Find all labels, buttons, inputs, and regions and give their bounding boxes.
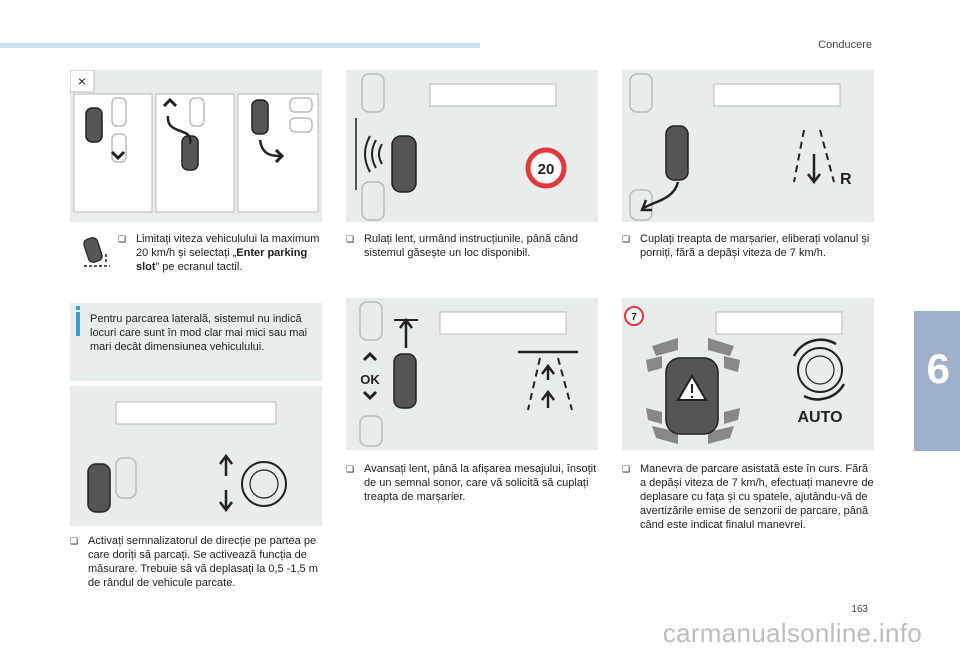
drive-slowly-text: Rulați lent, urmând instrucțiunile, până când sistemul găsește un loc disponibil.: [364, 233, 579, 259]
header-accent-bar: [0, 43, 480, 48]
indicator-block: [70, 534, 322, 590]
indicator-illustration: [70, 386, 322, 526]
reverse-block: [622, 232, 874, 260]
info-note-box: [70, 303, 322, 381]
steering-wheel: [798, 348, 842, 392]
auto-maneuver-illustration: [622, 298, 874, 450]
reverse-illustration: [622, 70, 874, 222]
section-title: Conducere: [818, 39, 872, 51]
indicator-text: Activați semnalizatorul de direcție pe partea pe care doriți să parcați. Se activează funcția de măsurare. Trebuie să vă deplasați la 0,5 -1,5 m de rândul de vehicule parcate.: [88, 535, 318, 589]
info-note-text: Pentru parcarea laterală, sistemul nu indică locuri care sunt în mod clar mai mici sau mai mari decât dimensiunea vehiculului.: [90, 313, 308, 353]
speed-limit-value: 20: [537, 161, 555, 178]
panel-indicator: [70, 386, 322, 526]
speed-search-illustration: [346, 70, 598, 222]
panel-speed-search: [346, 70, 598, 222]
parking-modes-illustration: [70, 70, 322, 222]
panel-reverse: [622, 70, 874, 222]
reverse-text: Cuplați treapta de marșarier, eliberați volanul și porniți, fără a depăși viteza de 7 km/h.: [640, 233, 870, 259]
steering-wheel: [242, 462, 286, 506]
auto-label: AUTO: [797, 409, 843, 426]
bullet-icon: ❑: [70, 536, 79, 546]
reverse-letter: R: [840, 171, 852, 188]
panel-advance: [346, 298, 598, 450]
limit-speed-text: Limitați viteza vehiculului la maximum 20 km/h și selectați „Enter parking slot” pe ecranul tactil.: [136, 233, 320, 273]
step-number: 7: [631, 312, 637, 323]
maneuver-block: [622, 462, 874, 532]
ok-label: OK: [360, 372, 380, 387]
bullet-icon: ❑: [346, 464, 355, 474]
slow-car-icon: [82, 232, 112, 270]
bullet-icon: ❑: [346, 234, 355, 244]
chapter-number: 6: [926, 345, 950, 392]
close-symbol: ×: [77, 73, 87, 89]
advance-text: Avansați lent, până la afișarea mesajului, însoțit de un semnal sonor, care vă solicită să cuplați treapta de marșarier.: [364, 463, 597, 503]
info-icon: [76, 306, 80, 310]
watermark: carmanualsonline.info: [662, 618, 922, 648]
drive-slowly-block: [346, 232, 598, 260]
panel-auto-maneuver: [622, 298, 874, 450]
page-number: 163: [851, 604, 868, 615]
panel-parking-modes: [70, 70, 322, 222]
bullet-icon: ❑: [622, 234, 631, 244]
bullet-icon: ❑: [622, 464, 631, 474]
bullet-icon: ❑: [118, 234, 127, 244]
advance-illustration: [346, 298, 598, 450]
maneuver-text: Manevra de parcare asistată este în curs. Fără a depăși viteza de 7 km/h, efectuați manevre de deplasare cu fața și cu spatele, ajutându-vă de avertizările emise de senzorii de parcare, până când este indicat finalul manevrei.: [640, 463, 874, 531]
advance-block: [346, 462, 598, 504]
